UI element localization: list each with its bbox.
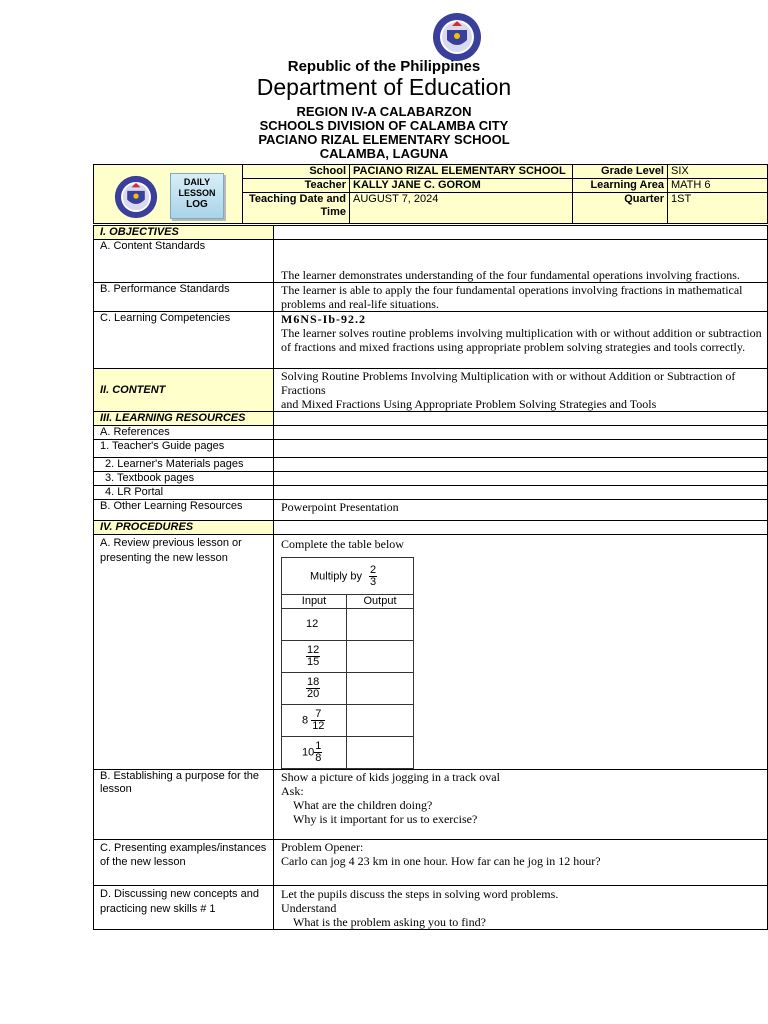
teachers-guide-value	[274, 440, 768, 458]
row2-denominator: 15	[307, 656, 320, 668]
lesson-info-table	[93, 164, 768, 224]
school-heading: PACIANO RIZAL ELEMENTARY SCHOOL	[258, 132, 510, 147]
logo-cell	[94, 165, 243, 224]
examples-line-2: Carlo can jog 4 23 km in one hour. How far can he jog in 12 hour?	[281, 854, 601, 868]
factor-denominator: 3	[370, 575, 377, 588]
learning-area-label: Learning Area	[573, 179, 668, 193]
lr-portal-label: 4. LR Portal	[94, 486, 274, 500]
row4-numerator: 7	[311, 709, 325, 721]
establishing-purpose-cell	[274, 770, 768, 840]
output-row-3[interactable]	[347, 673, 414, 705]
objectives-heading: I. OBJECTIVES	[94, 226, 274, 240]
discussing-concepts-cell	[274, 886, 768, 930]
purpose-line-1: Show a picture of kids jogging in a track oval	[281, 770, 500, 784]
quarter-value: 1ST	[668, 193, 768, 224]
input-row-1: 12	[282, 609, 347, 641]
republic-heading: Republic of the Philippines	[287, 58, 481, 75]
discussing-concepts-label: D. Discussing new concepts and practicing new skills # 1	[94, 886, 274, 930]
input-column-header: Input	[282, 595, 347, 609]
performance-standards-text: The learner is able to apply the four fundamental operations involving fractions in mathematical problems and real-life situations.	[274, 283, 768, 312]
input-row-3	[282, 673, 347, 705]
quarter-label: Quarter	[573, 193, 668, 224]
review-lesson-label: A. Review previous lesson or presenting the new lesson	[94, 535, 274, 770]
deped-seal-small-logo	[114, 175, 158, 219]
learning-resources-blank	[274, 412, 768, 426]
input-row-2	[282, 641, 347, 673]
objectives-heading-blank	[274, 226, 768, 240]
row4-whole: 8	[302, 714, 309, 727]
performance-standards-label: B. Performance Standards	[94, 283, 274, 312]
output-row-2[interactable]	[347, 641, 414, 673]
row5-numerator: 1	[315, 740, 322, 752]
discussing-line-3: What is the problem asking you to find?	[293, 915, 486, 929]
discussing-line-1: Let the pupils discuss the steps in solving word problems.	[281, 887, 559, 901]
city-heading: CALAMBA, LAGUNA	[319, 146, 449, 161]
row4-denominator: 12	[312, 720, 325, 732]
input-row-4-fraction	[311, 709, 325, 732]
competency-code: M6NS-Ib-92.2	[281, 312, 367, 326]
input-row-4	[282, 705, 347, 737]
output-row-4[interactable]	[347, 705, 414, 737]
school-value: PACIANO RIZAL ELEMENTARY SCHOOL	[350, 165, 573, 179]
dll-line2: LESSON	[178, 188, 216, 198]
establishing-purpose-label: B. Establishing a purpose for the lesson	[94, 770, 274, 840]
textbook-pages-value	[274, 472, 768, 486]
review-lesson-instruction: Complete the table below	[281, 537, 404, 551]
department-heading: Department of Education	[256, 74, 512, 100]
purpose-line-3: What are the children doing?	[293, 798, 433, 812]
deped-seal-logo	[432, 12, 482, 62]
input-row-5	[282, 737, 347, 769]
multiply-table	[281, 557, 414, 769]
competency-text: The learner solves routine problems involving multiplication with or without addition or subtraction of fractions and mixed fractions using appropriate problem solving strategies and tools correctly.	[281, 326, 762, 354]
division-heading: SCHOOLS DIVISION OF CALAMBA CITY	[259, 118, 509, 133]
row5-denominator: 8	[315, 752, 322, 764]
purpose-line-2: Ask:	[281, 784, 304, 798]
content-line2: and Mixed Fractions Using Appropriate Problem Solving Strategies and Tools	[281, 397, 657, 411]
row2-numerator: 12	[307, 644, 320, 656]
learners-materials-value	[274, 458, 768, 472]
textbook-pages-label: 3. Textbook pages	[94, 472, 274, 486]
teaching-date-label: Teaching Date and Time	[243, 193, 350, 224]
content-line1: Solving Routine Problems Involving Multiplication with or without Addition or Subtraction of Fractions	[281, 369, 736, 397]
output-column-header: Output	[347, 595, 414, 609]
grade-level-label: Grade Level	[573, 165, 668, 179]
output-row-1[interactable]	[347, 609, 414, 641]
output-row-5[interactable]	[347, 737, 414, 769]
content-heading: II. CONTENT	[94, 369, 274, 412]
procedures-heading: IV. PROCEDURES	[94, 521, 274, 535]
content-standards-text: The learner demonstrates understanding of the four fundamental operations involving fractions.	[274, 240, 768, 283]
references-value	[274, 426, 768, 440]
multiply-by-label: Multiply by	[310, 569, 362, 582]
other-resources-label: B. Other Learning Resources	[94, 500, 274, 521]
dll-line3: LOG	[186, 199, 208, 210]
other-resources-value: Powerpoint Presentation	[274, 500, 768, 521]
examples-line-1: Problem Opener:	[281, 840, 364, 854]
references-label: A. References	[94, 426, 274, 440]
teacher-value: KALLY JANE C. GOROM	[350, 179, 573, 193]
lesson-log-table	[93, 225, 768, 930]
discussing-line-2: Understand	[281, 901, 337, 915]
purpose-line-4: Why is it important for us to exercise?	[293, 812, 478, 826]
lr-portal-value	[274, 486, 768, 500]
learning-resources-heading: III. LEARNING RESOURCES	[94, 412, 274, 426]
grade-level-value: SIX	[668, 165, 768, 179]
row3-denominator: 20	[307, 688, 320, 700]
teachers-guide-label: 1. Teacher's Guide pages	[94, 440, 274, 458]
row5-whole: 10	[302, 746, 315, 759]
region-heading: REGION IV-A CALABARZON	[296, 104, 472, 119]
factor-numerator: 2	[370, 563, 377, 576]
input-row-3-fraction	[306, 677, 320, 700]
learning-area-value: MATH 6	[668, 179, 768, 193]
procedures-heading-blank	[274, 521, 768, 535]
review-lesson-cell	[274, 535, 768, 770]
teacher-label: Teacher	[243, 179, 350, 193]
teaching-date-value: AUGUST 7, 2024	[350, 193, 573, 224]
multiply-factor-fraction	[369, 565, 377, 588]
input-row-2-fraction	[306, 645, 320, 668]
presenting-examples-cell	[274, 840, 768, 886]
multiply-table-title-cell	[282, 558, 414, 595]
daily-lesson-log-badge	[170, 173, 224, 219]
school-label: School	[243, 165, 350, 179]
content-standards-label: A. Content Standards	[94, 240, 274, 283]
presenting-examples-label: C. Presenting examples/instances of the new lesson	[94, 840, 274, 886]
content-cell	[274, 369, 768, 412]
learners-materials-label: 2. Learner's Materials pages	[94, 458, 274, 472]
input-row-5-fraction	[314, 741, 322, 764]
learning-competencies-cell	[274, 312, 768, 369]
row3-numerator: 18	[307, 676, 320, 688]
dll-line1: DAILY	[183, 177, 211, 187]
learning-competencies-label: C. Learning Competencies	[94, 312, 274, 369]
